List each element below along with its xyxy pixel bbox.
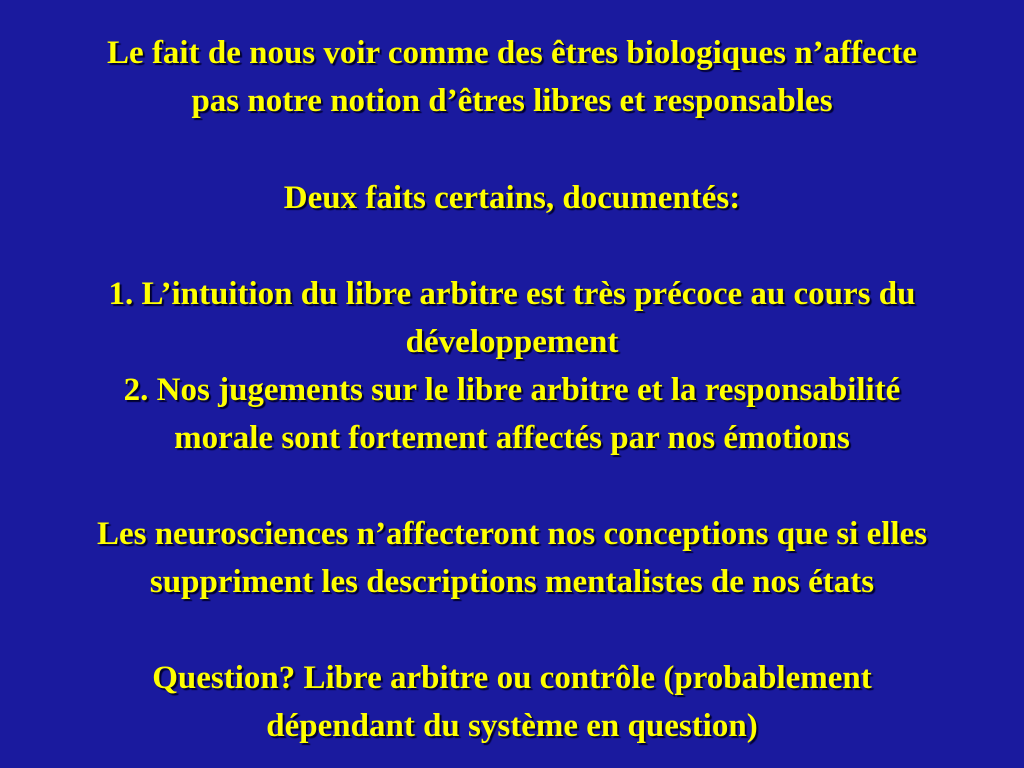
question-paragraph <box>4 654 1020 750</box>
fact-item-1 <box>4 270 1020 366</box>
text-line: 1. L’intuition du libre arbitre est très précoce au cours du <box>108 276 916 312</box>
statement-neurosciences <box>4 510 1020 606</box>
text-line: morale sont fortement affectés par nos émotions <box>174 420 850 456</box>
heading-two-facts <box>4 174 1020 222</box>
text-line: suppriment les descriptions mentalistes de nos états <box>149 564 875 600</box>
statement-biological-beings <box>4 29 1020 125</box>
text-line: Deux faits certains, documentés: <box>283 180 741 216</box>
text-line: Question? Libre arbitre ou contrôle (probablement <box>152 660 872 696</box>
text-line: Le fait de nous voir comme des êtres biologiques n’affecte <box>107 35 917 71</box>
text-line: développement <box>405 324 619 360</box>
text-line: dépendant du système en question) <box>266 708 758 744</box>
fact-item-2 <box>4 366 1020 462</box>
text-line: Les neurosciences n’affecteront nos conceptions que si elles <box>96 516 928 552</box>
text-line: pas notre notion d’êtres libres et responsables <box>191 83 833 119</box>
text-line: 2. Nos jugements sur le libre arbitre et la responsabilité <box>123 372 901 408</box>
